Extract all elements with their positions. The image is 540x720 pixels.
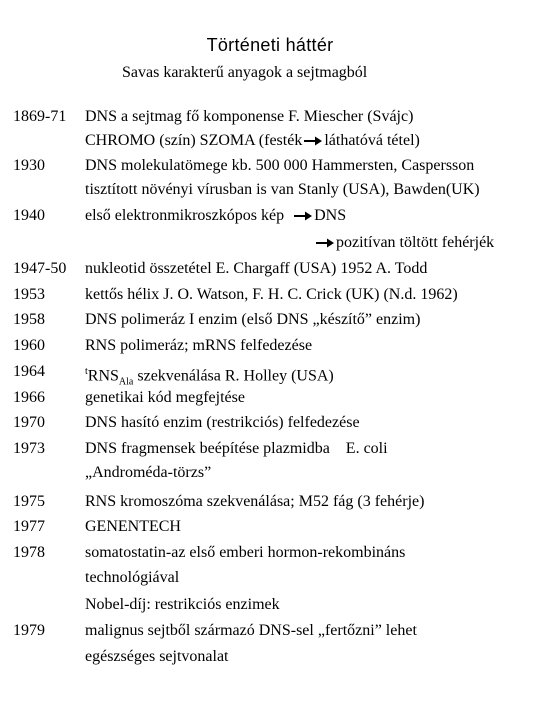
row-text: „Androméda-törzs”	[85, 464, 212, 481]
row-text: DNS molekulatömege kb. 500 000 Hammersten, Caspersson	[85, 157, 475, 174]
row-year: 1964	[13, 363, 45, 380]
row-year: 1970	[13, 414, 45, 431]
row-text-after: pozitívan töltött fehérjék	[336, 234, 495, 251]
right-arrow-icon	[293, 210, 313, 222]
row-text-sub: Ala	[118, 376, 134, 388]
row-year: 1940	[13, 207, 45, 224]
right-arrow-icon	[303, 135, 323, 147]
row-text	[85, 129, 420, 153]
timeline-row	[0, 283, 540, 307]
row-year: 1966	[13, 389, 45, 406]
timeline-row	[0, 593, 540, 617]
timeline-row	[0, 129, 540, 153]
row-text-after: láthatóvá tétel)	[324, 132, 420, 149]
timeline-row	[0, 334, 540, 358]
row-year: 1978	[13, 544, 45, 561]
row-text-rest: szekvenálása R. Holley (USA)	[133, 367, 334, 385]
timeline-row	[0, 541, 540, 565]
row-year: 1960	[13, 337, 45, 354]
timeline-row	[0, 619, 540, 643]
row-text-after: DNS	[314, 207, 347, 224]
row-text	[85, 204, 346, 228]
timeline-row	[0, 308, 540, 332]
row-text: DNS polimeráz I enzim (első DNS „készítő” enzim)	[85, 311, 421, 328]
row-text: egészséges sejtvonalat	[85, 648, 229, 665]
row-text: tisztított növényi vírusban is van Stanly (USA), Bawden(UK)	[85, 181, 480, 198]
timeline-row	[0, 257, 540, 281]
row-year: 1979	[13, 622, 45, 639]
row-text-before: első elektronmikroszkópos kép	[85, 207, 285, 224]
timeline-row	[0, 411, 540, 435]
timeline-row	[0, 360, 540, 388]
timeline-row	[0, 154, 540, 178]
row-text: technológiával	[85, 569, 180, 586]
row-text: genetikai kód megfejtése	[85, 389, 245, 406]
row-text: somatostatin-az első emberi hormon-rekombináns	[85, 544, 406, 561]
row-year: 1975	[13, 493, 45, 510]
row-text: Nobel-díj: restrikciós enzimek	[85, 596, 280, 613]
row-text-main: RNS	[87, 367, 119, 385]
row-text: DNS hasító enzim (restrikciós) felfedezése	[85, 414, 360, 431]
timeline-row	[0, 437, 540, 461]
page-title: Történeti háttér	[206, 35, 334, 55]
row-text: DNS fragmensek beépítése plazmidba E. coli	[85, 440, 388, 457]
row-year: 1930	[13, 157, 45, 174]
row-text: nukleotid összetétel E. Chargaff (USA) 1952 A. Todd	[85, 260, 428, 277]
right-arrow-icon	[315, 237, 335, 249]
row-year: 1973	[13, 440, 45, 457]
row-year: 1947-50	[13, 260, 67, 277]
page-subtitle: Savas karakterű anyagok a sejtmagból	[122, 64, 368, 81]
timeline-row	[0, 231, 540, 255]
timeline-row	[0, 566, 540, 590]
row-text: GENENTECH	[85, 518, 181, 535]
timeline-row	[0, 515, 540, 539]
row-text: kettős hélix J. O. Watson, F. H. C. Crick (UK) (N.d. 1962)	[85, 286, 458, 303]
row-text: RNS polimeráz; mRNS felfedezése	[85, 337, 313, 354]
row-text-before: CHROMO (szín) SZOMA (festék	[85, 132, 303, 149]
row-text-sup: t	[85, 366, 88, 377]
row-text: DNS a sejtmag fő komponense F. Miescher (Svájc)	[85, 108, 414, 125]
row-year: 1953	[13, 286, 45, 303]
timeline-row	[0, 105, 540, 129]
timeline-row	[0, 204, 540, 228]
row-text: malignus sejtből származó DNS-sel „fertőzni” lehet	[85, 622, 417, 639]
row-year: 1958	[13, 311, 45, 328]
timeline-row	[0, 178, 540, 202]
row-text	[314, 231, 494, 255]
timeline-row	[0, 461, 540, 485]
row-text: RNS kromoszóma szekvenálása; M52 fág (3 fehérje)	[85, 493, 425, 510]
timeline-row	[0, 645, 540, 669]
row-year: 1977	[13, 518, 45, 535]
row-year: 1869-71	[13, 108, 67, 125]
timeline-row	[0, 490, 540, 514]
timeline-row	[0, 386, 540, 410]
